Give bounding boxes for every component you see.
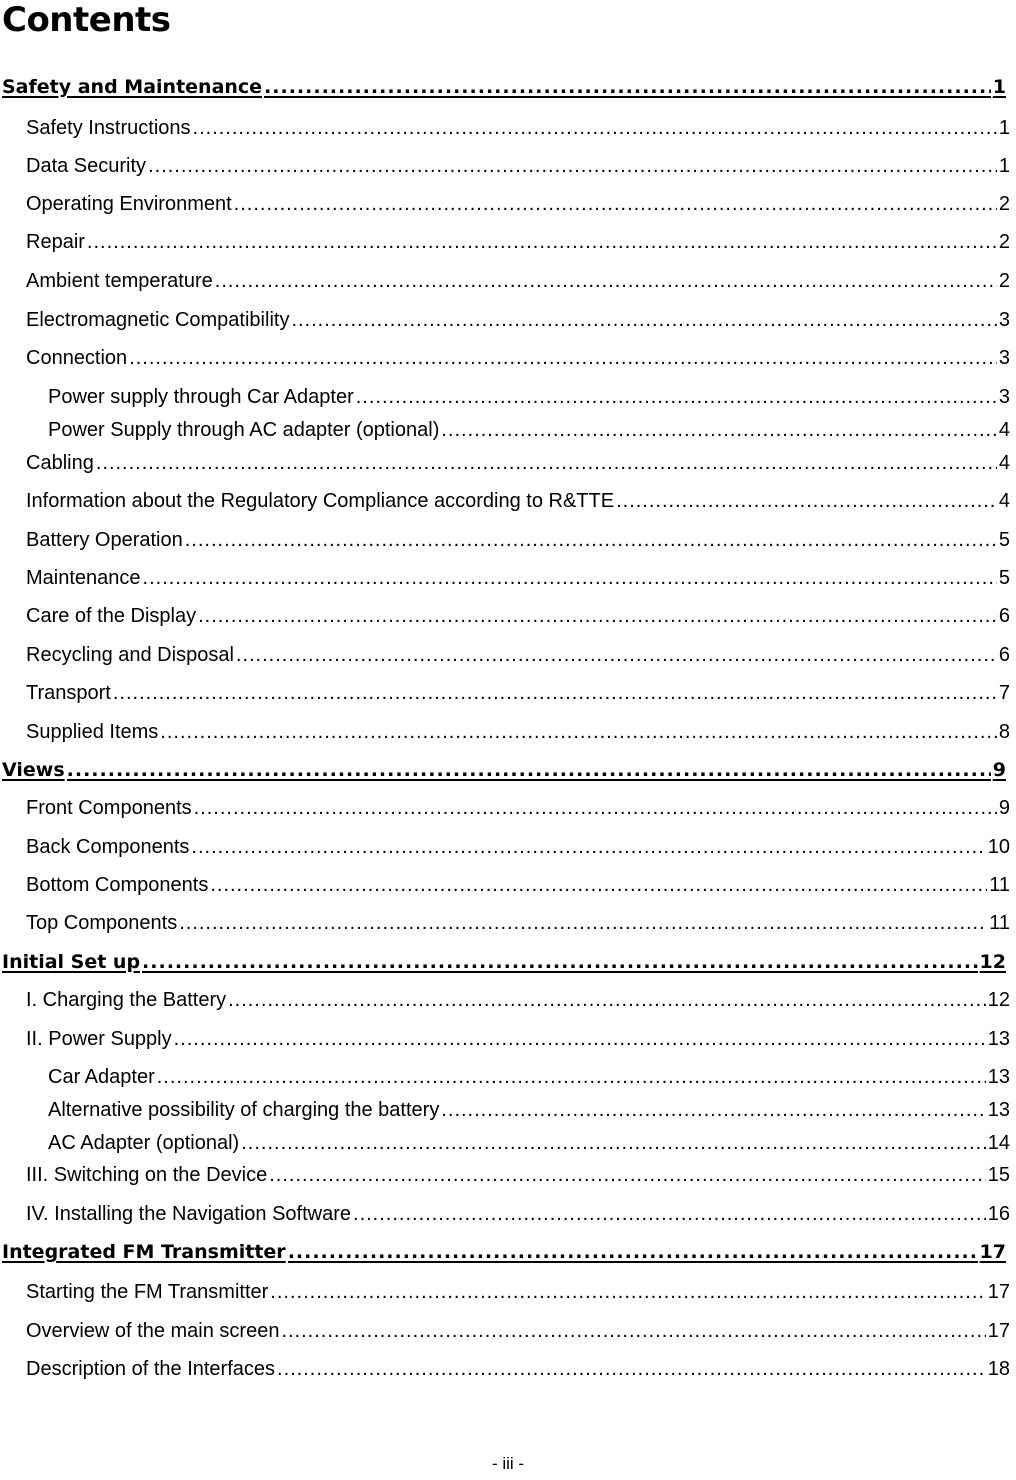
dot-leader [236, 644, 997, 667]
toc-section-entry[interactable] [26, 193, 1010, 216]
toc-entry-label: Starting the FM Transmitter [26, 1281, 269, 1303]
dot-leader [143, 567, 997, 590]
toc-subsection-entry[interactable] [48, 1066, 1010, 1089]
toc-entry-page: 2 [998, 193, 1010, 215]
dot-leader [356, 386, 997, 409]
toc-entry-page: 12 [979, 951, 1006, 973]
toc-section-entry[interactable] [26, 605, 1010, 628]
toc-entry-page: 9 [992, 759, 1006, 781]
toc-subsection-entry[interactable] [48, 1099, 1010, 1122]
dot-leader [441, 419, 997, 442]
toc-entry-page: 9 [998, 797, 1010, 819]
toc-section-entry[interactable] [26, 117, 1010, 140]
toc-entry-page: 11 [989, 912, 1010, 934]
toc-subsection-entry[interactable] [48, 1132, 1010, 1155]
toc-entry-label: Back Components [26, 836, 190, 858]
page-title: Contents [2, 0, 171, 40]
toc-entry-label: Maintenance [26, 567, 141, 589]
toc-section-entry[interactable] [26, 1164, 1010, 1187]
dot-leader [87, 231, 997, 254]
toc-entry-page: 14 [987, 1132, 1010, 1154]
dot-leader [277, 1358, 986, 1381]
toc-entry-page: 12 [987, 989, 1010, 1011]
toc-entry-label: I. Charging the Battery [26, 989, 227, 1011]
toc-entry-label: Information about the Regulatory Compliance according to R&TTE [26, 490, 615, 512]
dot-leader [194, 797, 997, 820]
toc-entry-label: Care of the Display [26, 605, 197, 627]
toc-entry-label: Alternative possibility of charging the battery [48, 1099, 440, 1121]
dot-leader [441, 1099, 985, 1122]
toc-chapter-entry[interactable] [2, 76, 1006, 98]
toc-section-entry[interactable] [26, 721, 1010, 744]
toc-section-entry[interactable] [26, 874, 1010, 897]
toc-section-entry[interactable] [26, 155, 1010, 178]
toc-entry-page: 6 [998, 644, 1010, 666]
toc-entry-label: Overview of the main screen [26, 1320, 280, 1342]
toc-entry-label: Integrated FM Transmitter [2, 1241, 286, 1263]
toc-entry-page: 3 [998, 309, 1010, 331]
dot-leader [185, 529, 997, 552]
toc-entry-label: Supplied Items [26, 721, 159, 743]
dot-leader [270, 1281, 985, 1304]
toc-entry-label: Safety and Maintenance [2, 76, 263, 98]
toc-entry-label: Data Security [26, 155, 147, 177]
toc-entry-page: 5 [998, 567, 1010, 589]
toc-entry-page: 16 [987, 1203, 1010, 1225]
dot-leader [281, 1320, 985, 1343]
toc-entry-page: 4 [998, 419, 1010, 441]
toc-entry-label: Description of the Interfaces [26, 1358, 276, 1380]
dot-leader [96, 452, 997, 475]
dot-leader [142, 951, 978, 973]
toc-entry-page: 13 [987, 1028, 1010, 1050]
toc-entry-page: 13 [987, 1066, 1010, 1088]
dot-leader [67, 759, 991, 781]
toc-section-entry[interactable] [26, 567, 1010, 590]
dot-leader [215, 270, 997, 293]
toc-entry-label: Transport [26, 682, 111, 704]
toc-entry-label: Operating Environment [26, 193, 232, 215]
dot-leader [616, 490, 997, 513]
toc-entry-label: Recycling and Disposal [26, 644, 234, 666]
toc-entry-page: 13 [987, 1099, 1010, 1121]
toc-entry-page: 8 [998, 721, 1010, 743]
toc-entry-page: 2 [998, 270, 1010, 292]
page-number: - iii - [491, 1454, 525, 1473]
toc-entry-label: Power Supply through AC adapter (optional) [48, 419, 440, 441]
toc-section-entry[interactable] [26, 270, 1010, 293]
dot-leader [148, 155, 997, 178]
toc-section-entry[interactable] [26, 309, 1010, 332]
dot-leader [174, 1028, 986, 1051]
dot-leader [264, 76, 991, 98]
toc-entry-page: 7 [998, 682, 1010, 704]
dot-leader [210, 874, 987, 897]
toc-entry-label: Initial Set up [2, 951, 141, 973]
toc-entry-label: IV. Installing the Navigation Software [26, 1203, 352, 1225]
dot-leader [291, 309, 996, 332]
dot-leader [191, 836, 985, 859]
dot-leader [288, 1241, 978, 1263]
toc-chapter-entry[interactable] [2, 759, 1006, 781]
dot-leader [129, 347, 997, 370]
dot-leader [160, 721, 997, 744]
toc-entry-page: 1 [992, 76, 1006, 98]
toc-entry-label: Battery Operation [26, 529, 183, 551]
toc-entry-page: 17 [987, 1320, 1010, 1342]
toc-entry-page: 1 [998, 155, 1010, 177]
toc-section-entry[interactable] [26, 682, 1010, 705]
toc-entry-label: Repair [26, 231, 85, 253]
toc-section-entry[interactable] [26, 912, 1010, 935]
dot-leader [353, 1203, 986, 1226]
toc-section-entry[interactable] [26, 644, 1010, 667]
toc-entry-label: Power supply through Car Adapter [48, 386, 354, 408]
toc-entry-label: Ambient temperature [26, 270, 213, 292]
toc-entry-page: 1 [998, 117, 1010, 139]
toc-entry-page: 3 [998, 347, 1010, 369]
toc-entry-page: 10 [987, 836, 1010, 858]
toc-entry-page: 4 [998, 452, 1010, 474]
toc-section-entry[interactable] [26, 1203, 1010, 1226]
toc-entry-page: 17 [979, 1241, 1006, 1263]
toc-entry-label: Top Components [26, 912, 178, 934]
toc-section-entry[interactable] [26, 1358, 1010, 1381]
toc-entry-label: Car Adapter [48, 1066, 155, 1088]
toc-subsection-entry[interactable] [48, 419, 1010, 442]
dot-leader [157, 1066, 986, 1089]
dot-leader [198, 605, 997, 628]
toc-entry-label: Cabling [26, 452, 94, 474]
toc-entry-page: 5 [998, 529, 1010, 551]
dot-leader [269, 1164, 986, 1187]
toc-entry-page: 17 [987, 1281, 1010, 1303]
dot-leader [228, 989, 986, 1012]
toc-section-entry[interactable] [26, 836, 1010, 859]
toc-subsection-entry[interactable] [48, 386, 1010, 409]
toc-chapter-entry[interactable] [2, 1241, 1006, 1263]
toc-section-entry[interactable] [26, 529, 1010, 552]
toc-section-entry[interactable] [26, 989, 1010, 1012]
toc-entry-label: Safety Instructions [26, 117, 191, 139]
toc-section-entry[interactable] [26, 797, 1010, 820]
toc-entry-label: Electromagnetic Compatibility [26, 309, 290, 331]
toc-entry-label: Views [2, 759, 65, 781]
dot-leader [113, 682, 997, 705]
toc-section-entry[interactable] [26, 452, 1010, 475]
dot-leader [241, 1132, 986, 1155]
dot-leader [193, 117, 997, 140]
toc-chapter-entry[interactable] [2, 951, 1006, 973]
toc-entry-page: 11 [989, 874, 1010, 896]
toc-entry-page: 3 [998, 386, 1010, 408]
toc-section-entry[interactable] [26, 1320, 1010, 1343]
toc-entry-label: Front Components [26, 797, 192, 819]
toc-entry-page: 15 [987, 1164, 1010, 1186]
toc-entry-label: III. Switching on the Device [26, 1164, 268, 1186]
toc-entry-page: 4 [998, 490, 1010, 512]
toc-section-entry[interactable] [26, 1028, 1010, 1051]
toc-entry-page: 6 [998, 605, 1010, 627]
toc-entry-label: AC Adapter (optional) [48, 1132, 240, 1154]
toc-section-entry[interactable] [26, 231, 1010, 254]
toc-entry-label: II. Power Supply [26, 1028, 172, 1050]
toc-section-entry[interactable] [26, 1281, 1010, 1304]
toc-entry-label: Connection [26, 347, 128, 369]
toc-entry-label: Bottom Components [26, 874, 209, 896]
toc-entry-page: 2 [998, 231, 1010, 253]
toc-entry-page: 18 [987, 1358, 1010, 1380]
dot-leader [234, 193, 997, 216]
toc-section-entry[interactable] [26, 490, 1010, 513]
toc-section-entry[interactable] [26, 347, 1010, 370]
dot-leader [179, 912, 987, 935]
